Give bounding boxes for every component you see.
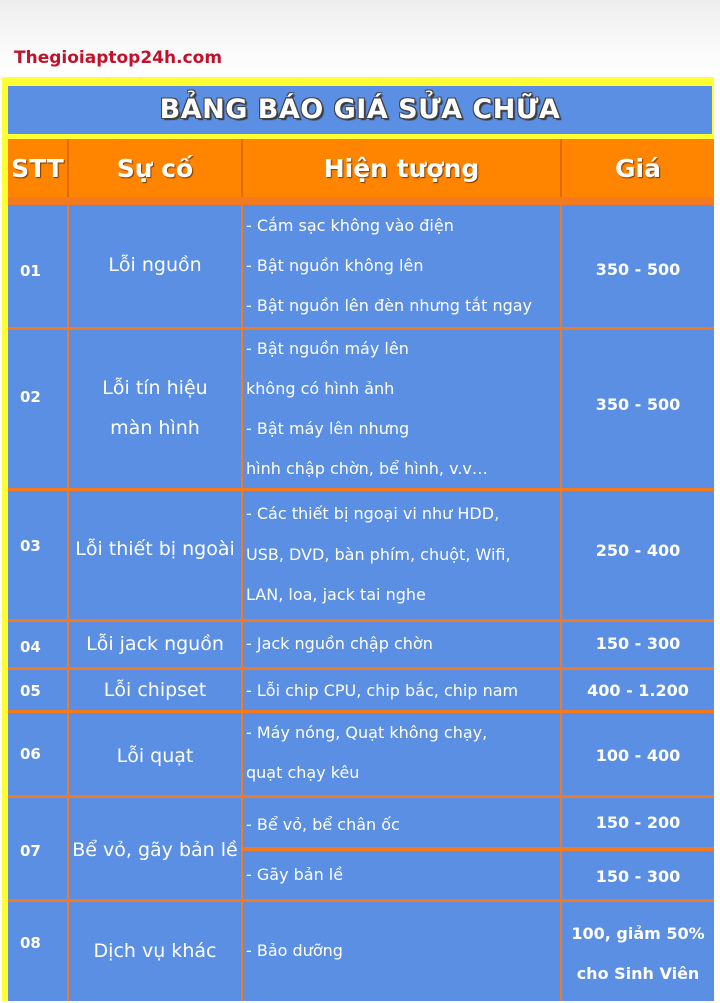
su-co-text: màn hình (110, 417, 200, 439)
hien-tuong-line: - Gãy bản lề (246, 865, 344, 884)
cell-stt (8, 798, 67, 899)
su-co-text: Lỗi nguồn (108, 254, 202, 276)
cell-stt (8, 902, 67, 1001)
gia-value: cho Sinh Viên (576, 964, 700, 983)
gia-value: 400 - 1.200 (587, 681, 689, 700)
hien-tuong-line: - Lỗi chip CPU, chip bắc, chip nam (246, 681, 519, 700)
cell-gia (562, 670, 714, 710)
cell-gia (562, 798, 714, 899)
gia-value: 150 - 200 (595, 813, 681, 832)
price-table (8, 139, 714, 1001)
table-row (8, 713, 714, 795)
cell-hien-tuong (243, 491, 560, 619)
header-hien-tuong: Hiện tượng (323, 153, 480, 183)
hien-tuong-line: - Bật máy lên nhưng (246, 419, 410, 438)
cell-gia (562, 902, 714, 1001)
table-row (8, 491, 714, 619)
cell-su-co (69, 798, 241, 899)
cell-gia (562, 205, 714, 327)
hien-tuong-line: - Bể vỏ, bể chân ốc (246, 815, 400, 834)
gia-value: 100, giảm 50% (571, 924, 705, 943)
gia-value: 250 - 400 (595, 541, 681, 560)
table-row (8, 670, 714, 710)
cell-gia (562, 713, 714, 795)
cell-hien-tuong (243, 622, 560, 667)
cell-su-co (69, 713, 241, 795)
table-row (8, 330, 714, 488)
su-co-text: Bể vỏ, gãy bản lề (72, 839, 238, 861)
cell-stt (8, 330, 67, 488)
cell-su-co (69, 205, 241, 327)
cell-hien-tuong (243, 670, 560, 710)
cell-gia (562, 330, 714, 488)
su-co-text: Lỗi thiết bị ngoài (75, 538, 235, 560)
hien-tuong-line: - Máy nóng, Quạt không chạy, (246, 723, 488, 742)
su-co-text: Lỗi jack nguồn (86, 633, 224, 655)
header-su-co: Sự cố (116, 153, 194, 183)
cell-stt (8, 622, 67, 667)
hien-tuong-line: không có hình ảnh (246, 379, 395, 398)
hien-tuong-line: - Các thiết bị ngoại vi như HDD, (246, 504, 500, 523)
cell-stt (8, 713, 67, 795)
table-header (8, 139, 714, 197)
cell-stt (8, 670, 67, 710)
hien-tuong-line: - Jack nguồn chập chờn (246, 634, 433, 653)
header-gia: Giá (615, 153, 661, 183)
hien-tuong-line: USB, DVD, bàn phím, chuột, Wifi, (246, 545, 511, 564)
hien-tuong-line: quạt chạy kêu (246, 763, 360, 782)
cell-hien-tuong (243, 205, 560, 327)
su-co-text: Dịch vụ khác (93, 940, 217, 962)
cell-su-co (69, 902, 241, 1001)
cell-gia (562, 622, 714, 667)
hien-tuong-line: - Bảo dưỡng (246, 941, 343, 960)
gia-value: 150 - 300 (595, 867, 681, 886)
cell-divider (243, 847, 560, 851)
stt-number: 04 (20, 638, 41, 656)
stt-number: 05 (20, 682, 41, 700)
stt-number: 02 (20, 388, 41, 406)
su-co-text: Lỗi chipset (103, 679, 207, 701)
table-row (8, 798, 714, 899)
cell-gia (562, 491, 714, 619)
header-stt: STT (11, 153, 64, 183)
hien-tuong-line: - Bật nguồn không lên (246, 256, 424, 275)
cell-stt (8, 491, 67, 619)
gia-value: 350 - 500 (595, 260, 681, 279)
table-row (8, 205, 714, 327)
table-row (8, 622, 714, 667)
cell-su-co (69, 330, 241, 488)
cell-stt (8, 205, 67, 327)
stt-number: 08 (20, 934, 41, 952)
hien-tuong-line: - Bật nguồn lên đèn nhưng tắt ngay (246, 296, 533, 315)
table-row (8, 902, 714, 1001)
cell-hien-tuong (243, 330, 560, 488)
cell-su-co (69, 670, 241, 710)
su-co-text: Lỗi tín hiệu (102, 377, 208, 399)
cell-hien-tuong (243, 798, 560, 899)
hien-tuong-line: - Bật nguồn máy lên (246, 339, 409, 358)
hien-tuong-line: hình chập chờn, bể hình, v.v… (246, 459, 488, 478)
title-bar (8, 86, 712, 134)
hien-tuong-line: - Cắm sạc không vào điện (246, 216, 454, 235)
hien-tuong-line: LAN, loa, jack tai nghe (246, 585, 426, 604)
gia-value: 100 - 400 (595, 746, 681, 765)
cell-su-co (69, 622, 241, 667)
gia-value: 150 - 300 (595, 634, 681, 653)
su-co-text: Lỗi quạt (116, 745, 194, 767)
site-name: Thegioiaptop24h.com (14, 48, 223, 68)
cell-hien-tuong (243, 902, 560, 1001)
cell-divider (562, 847, 714, 851)
stt-number: 06 (20, 745, 41, 763)
stt-number: 03 (20, 537, 41, 555)
page-title: BẢNG BÁO GIÁ SỬA CHỮA (159, 94, 561, 125)
gia-value: 350 - 500 (595, 395, 681, 414)
stt-number: 07 (20, 842, 41, 860)
stt-number: 01 (20, 262, 41, 280)
cell-hien-tuong (243, 713, 560, 795)
cell-su-co (69, 491, 241, 619)
